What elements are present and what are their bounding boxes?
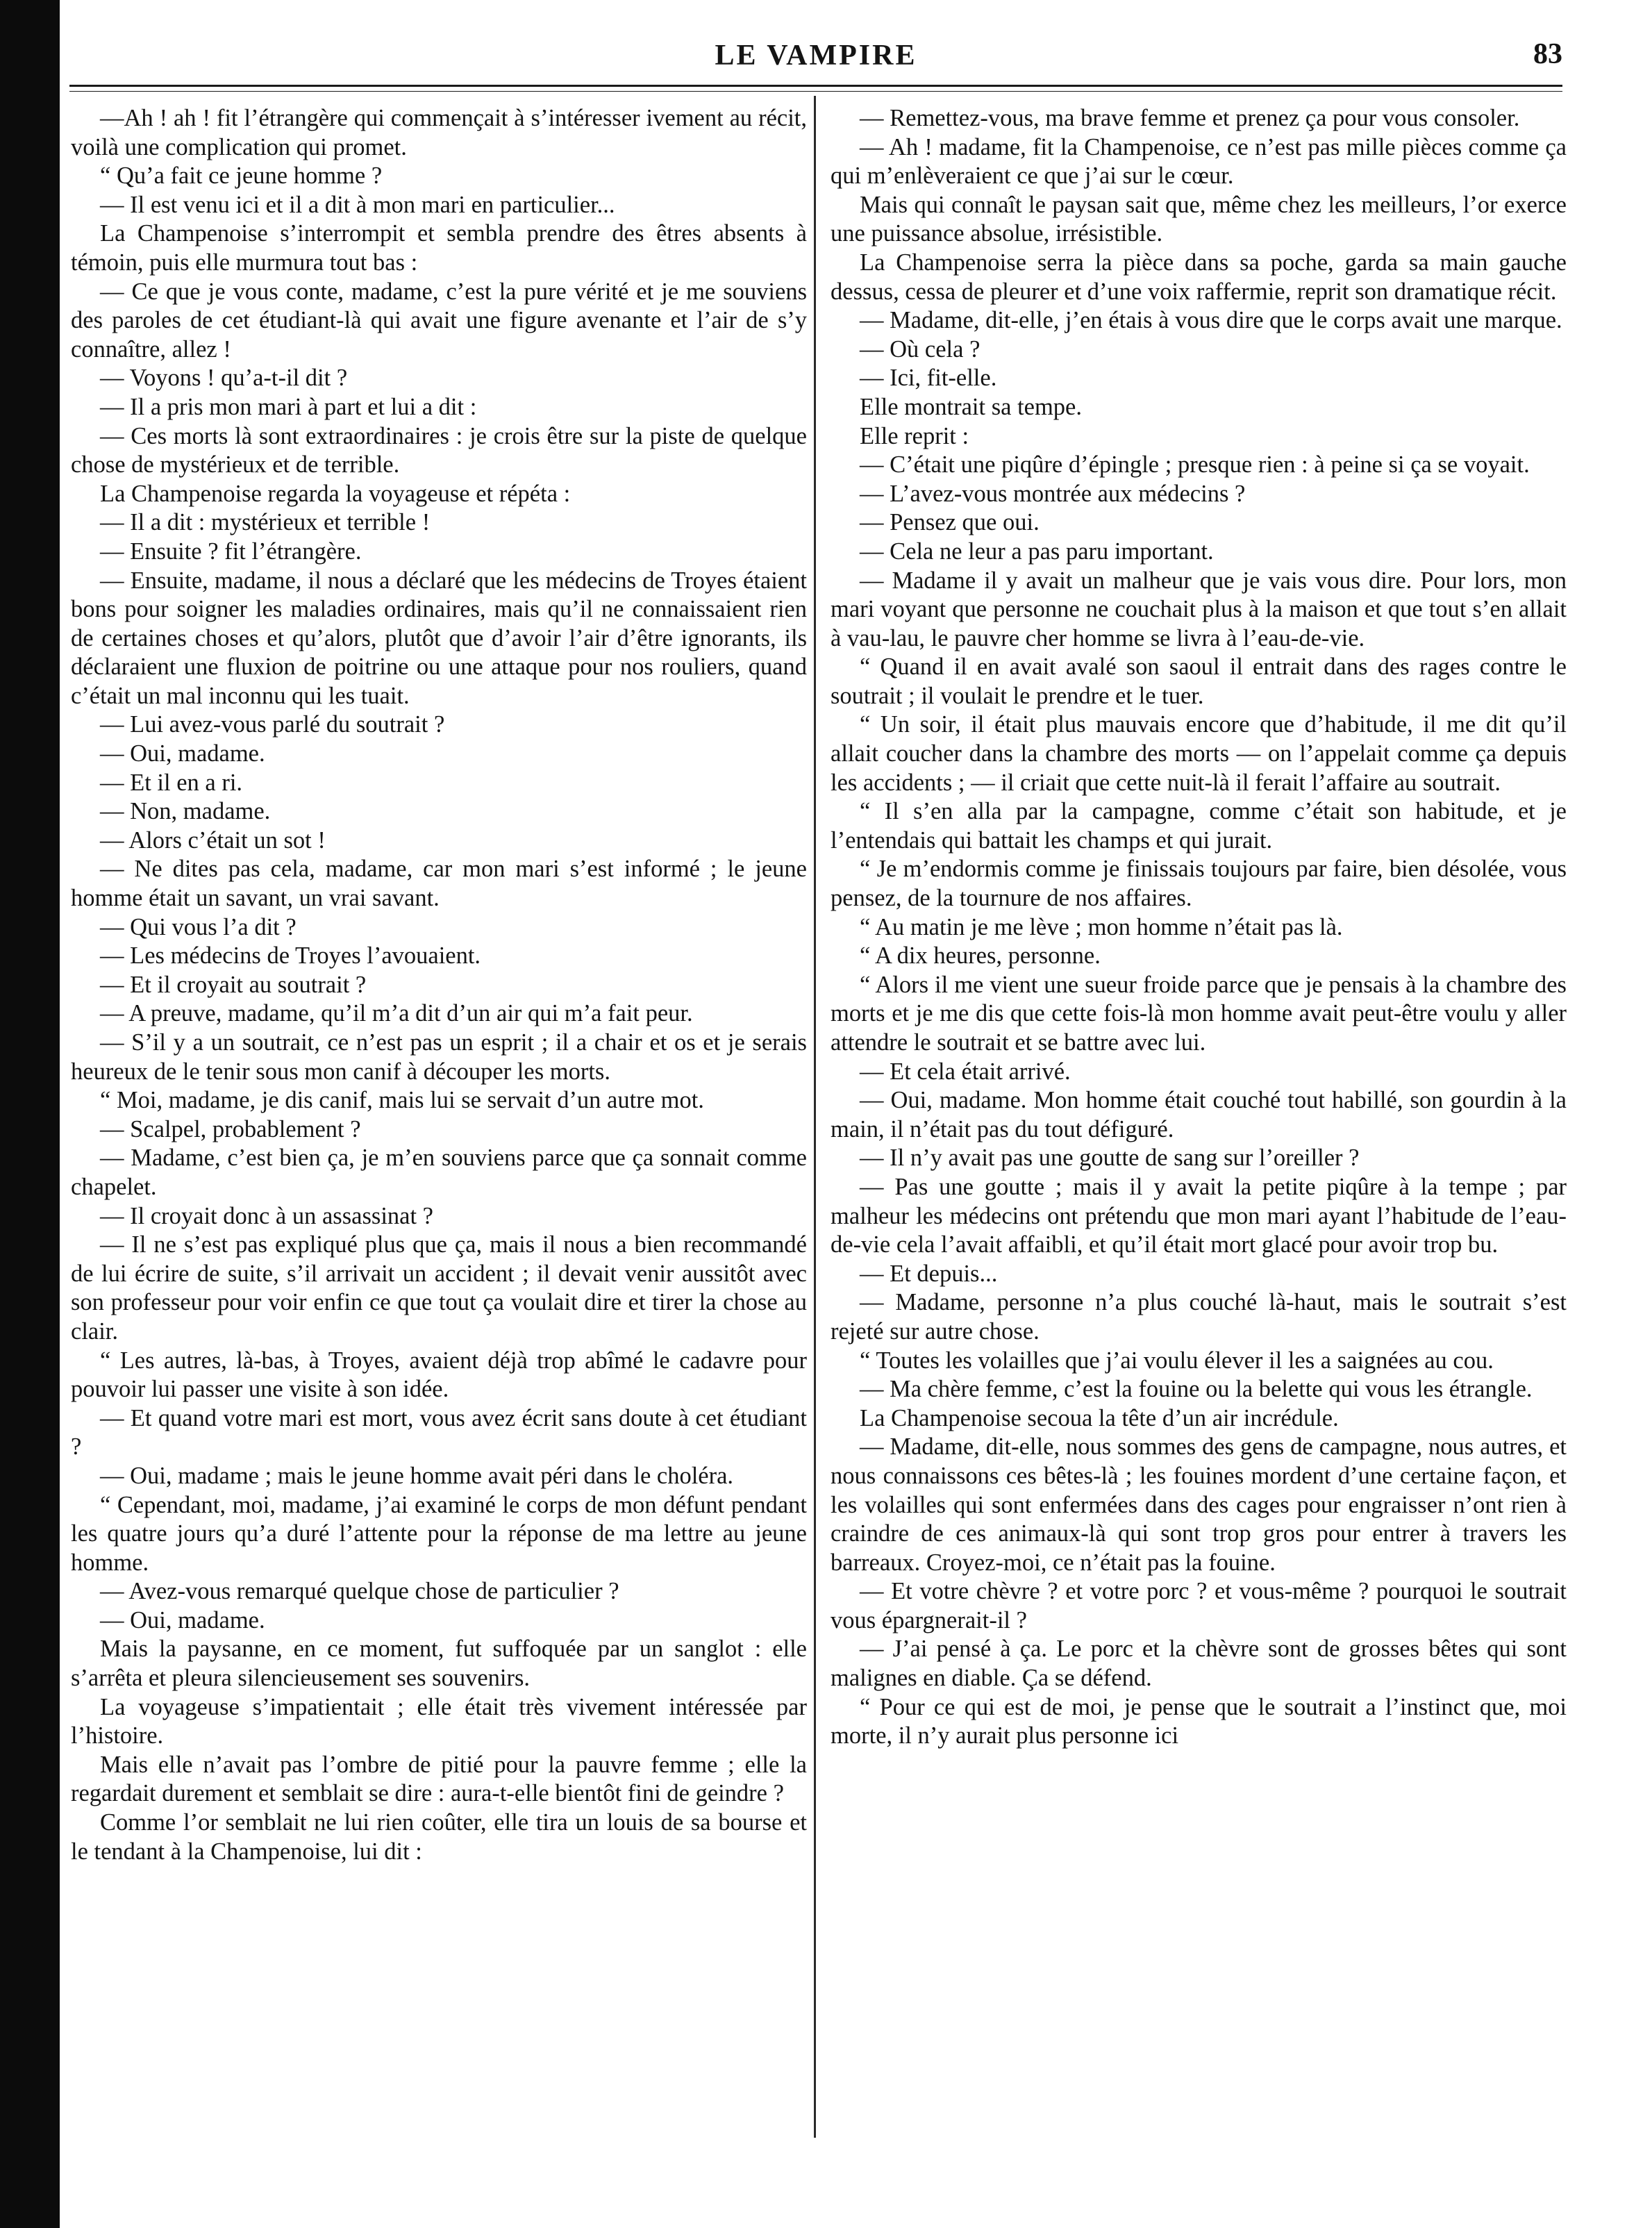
page-edge-shadow <box>0 0 60 2228</box>
paragraph: — Ensuite, madame, il nous a déclaré que les médecins de Troyes étaient bons pour soigner les maladies ordinaires, mais qu’il ne connaissaient rien de certaines choses et qu’alors, plutôt que d’avoir l’air d’être ignorants, ils déclaraient une fluxion de poitrine ou une attaque pour nos rouliers, quand c’était un mal inconnu qui les tuait. <box>71 567 807 709</box>
paragraph: “ Pour ce qui est de moi, je pense que le soutrait a l’instinct que, moi morte, il n’y aurait plus personne ici <box>831 1693 1567 1749</box>
paragraph: — Non, madame. <box>100 798 271 825</box>
paragraph: —Ah ! ah ! fit l’étrangère qui commençait à s’intéresser ivement au récit, voilà une complication qui promet. <box>71 105 807 160</box>
paragraph: — Lui avez-vous parlé du soutrait ? <box>100 711 445 738</box>
paragraph: — Qui vous l’a dit ? <box>100 913 297 940</box>
paragraph: — Ensuite ? fit l’étrangère. <box>100 538 362 565</box>
paragraph: — Les médecins de Troyes l’avouaient. <box>100 942 481 970</box>
paragraph: “ Toutes les volailles que j’ai voulu élever il les a saignées au cou. <box>860 1347 1494 1374</box>
paragraph: — Où cela ? <box>860 335 981 363</box>
paragraph: — Avez-vous remarqué quelque chose de particulier ? <box>100 1578 619 1605</box>
paragraph: — Il ne s’est pas expliqué plus que ça, mais il nous a bien recommandé de lui écrire de suite, s’il arrivait un accident ; il devait venir aussitôt avec son professeur pour voir enfin ce que tout ça voulait dire et tirer la chose au clair. <box>71 1231 807 1345</box>
paragraph: — Il n’y avait pas une goutte de sang sur l’oreiller ? <box>860 1145 1360 1172</box>
paragraph: — Remettez-vous, ma brave femme et prenez ça pour vous consoler. <box>860 105 1520 131</box>
paragraph: — Et votre chèvre ? et votre porc ? et vous-même ? pourquoi le soutrait vous épargnerait-il ? <box>831 1578 1567 1633</box>
header-rule <box>69 85 1562 87</box>
paragraph: — Madame, dit-elle, j’en étais à vous dire que le corps avait une marque. <box>860 307 1562 334</box>
paragraph: — Ce que je vous conte, madame, c’est la pure vérité et je me souviens des paroles de cet étudiant-là qui avait une figure avenante et l’air de s’y connaître, allez ! <box>71 278 807 363</box>
paragraph: — Ces morts là sont extraordinaires : je crois être sur la piste de quelque chose de mystérieux et de terrible. <box>71 422 807 479</box>
paragraph: — Alors c’était un sot ! <box>100 826 326 854</box>
paragraph: — Il est venu ici et il a dit à mon mari en particulier... <box>100 191 615 218</box>
paragraph: — Ne dites pas cela, madame, car mon mari s’est informé ; le jeune homme était un savant, un vrai savant. <box>71 856 807 912</box>
paragraph: — Voyons ! qu’a-t-il dit ? <box>100 365 348 392</box>
page-number: 83 <box>1533 38 1562 70</box>
paragraph: “ Je m’endormis comme je finissais toujours par faire, bien désolée, vous pensez, de la tournure de nos affaires. <box>831 856 1567 912</box>
paragraph: “ Qu’a fait ce jeune homme ? <box>100 163 383 190</box>
paragraph: — Et il en a ri. <box>100 769 243 796</box>
paragraph: — Madame, c’est bien ça, je m’en souviens parce que ça sonnait comme chapelet. <box>71 1145 807 1200</box>
paragraph: — Et depuis... <box>860 1260 998 1287</box>
paragraph: — A preuve, madame, qu’il m’a dit d’un air qui m’a fait peur. <box>100 1000 693 1027</box>
paragraph: — C’était une piqûre d’épingle ; presque rien : à peine si ça se voyait. <box>860 451 1530 479</box>
paragraph: — Scalpel, probablement ? <box>100 1115 361 1142</box>
paragraph: “ Cependant, moi, madame, j’ai examiné le corps de mon défunt pendant les quatre jours qu’a duré l’attente pour la réponse de ma lettre au jeune homme. <box>71 1491 807 1576</box>
paragraph: “ Les autres, là-bas, à Troyes, avaient déjà trop abîmé le cadavre pour pouvoir lui passer une visite à son idée. <box>71 1347 807 1403</box>
paragraph: “ A dix heures, personne. <box>860 942 1101 970</box>
paragraph: La voyageuse s’impatientait ; elle était très vivement intéressée par l’histoire. <box>71 1693 807 1749</box>
paragraph: Mais elle n’avait pas l’ombre de pitié pour la pauvre femme ; elle la regardait durement et semblait se dire : aura-t-elle bientôt fini de geindre ? <box>71 1751 807 1807</box>
paragraph: “ Un soir, il était plus mauvais encore que d’habitude, il me dit qu’il allait coucher dans la chambre des morts — on l’appelait comme ça depuis les accidents ; — il criait que cette nuit-là il ferait l’affaire au soutrait. <box>831 711 1567 796</box>
column-divider <box>814 96 816 2138</box>
paragraph: Mais qui connaît le paysan sait que, même chez les meilleurs, l’or exerce une puissance absolue, irrésistible. <box>831 191 1567 247</box>
paragraph: “ Moi, madame, je dis canif, mais lui se servait d’un autre mot. <box>100 1087 704 1114</box>
paragraph: — Oui, madame. <box>100 1606 265 1633</box>
paragraph: — Pas une goutte ; mais il y avait la petite piqûre à la tempe ; par malheur les médecins ont prétendu que mon mari ayant l’habitude de l’eau-de-vie cela l’avait affaibli, et qu’il était mort glacé pour avoir trop bu. <box>831 1173 1567 1258</box>
paragraph: “ Il s’en alla par la campagne, comme c’était son habitude, et je l’entendais qui battait les champs et qui jurait. <box>831 798 1567 854</box>
paragraph: — Madame, personne n’a plus couché là-haut, mais le soutrait s’est rejeté sur autre chose. <box>831 1289 1567 1345</box>
page-header <box>69 35 1562 83</box>
paragraph: “ Quand il en avait avalé son saoul il entrait dans des rages contre le soutrait ; il voulait le prendre et le tuer. <box>831 654 1567 709</box>
paragraph: — Madame, dit-elle, nous sommes des gens de campagne, nous autres, et nous connaissons ces bêtes-là ; les fouines mordent d’une certaine façon, et les volailles qui sont enfermées dans des cages pour engraisser n’ont rien à craindre de ces animaux-là qui sont trop gros pour entrer à travers les barreaux. Croyez-moi, ce n’était pas la fouine. <box>831 1433 1567 1576</box>
paragraph: “ Alors il me vient une sueur froide parce que je pensais à la chambre des morts et je me dis que cette fois-là mon homme avait peut-être voulu y aller attendre le soutrait et se battre avec lui. <box>831 971 1567 1056</box>
paragraph: — Oui, madame. <box>100 740 265 767</box>
paragraph: Comme l’or semblait ne lui rien coûter, elle tira un louis de sa bourse et le tendant à la Champenoise, lui dit : <box>71 1809 807 1865</box>
header-rule-thin <box>69 91 1562 92</box>
paragraph: Mais la paysanne, en ce moment, fut suffoquée par un sanglot : elle s’arrêta et pleura silencieusement ses souvenirs. <box>71 1636 807 1692</box>
paragraph: “ Au matin je me lève ; mon homme n’était pas là. <box>860 913 1343 940</box>
paragraph: Elle montrait sa tempe. <box>860 393 1082 420</box>
paragraph: — Oui, madame ; mais le jeune homme avait péri dans le choléra. <box>100 1462 734 1489</box>
paragraph: — Il a dit : mystérieux et terrible ! <box>100 509 431 536</box>
paragraph: — L’avez-vous montrée aux médecins ? <box>860 480 1246 507</box>
paragraph: — Ma chère femme, c’est la fouine ou la belette qui vous les étrangle. <box>860 1376 1533 1403</box>
paragraph: — Ah ! madame, fit la Champenoise, ce n’est pas mille pièces comme ça qui m’enlèveraient ce que j’ai sur le cœur. <box>831 133 1567 190</box>
paragraph: — Pensez que oui. <box>860 509 1040 536</box>
paragraph: — Oui, madame. Mon homme était couché tout habillé, son gourdin à la main, il n’était pas du tout défiguré. <box>831 1087 1567 1142</box>
paragraph: La Champenoise secoua la tête d’un air incrédule. <box>860 1404 1339 1431</box>
paragraph: — Et cela était arrivé. <box>860 1058 1071 1085</box>
left-column <box>71 104 807 2160</box>
running-title: LE VAMPIRE <box>715 40 917 72</box>
paragraph: — Et il croyait au soutrait ? <box>100 971 367 998</box>
paragraph: Elle reprit : <box>860 422 969 449</box>
paragraph: — Ici, fit-elle. <box>860 365 997 392</box>
paragraph: La Champenoise serra la pièce dans sa poche, garda sa main gauche dessus, cessa de pleurer et d’une voix raffermie, reprit son dramatique récit. <box>831 249 1567 305</box>
paragraph: — Madame il y avait un malheur que je vais vous dire. Pour lors, mon mari voyant que personne ne couchait plus à la maison et que tout s’en allait à vau-lau, le pauvre cher homme se livra à l’eau-de-vie. <box>831 567 1567 651</box>
paragraph: La Champenoise regarda la voyageuse et répéta : <box>100 480 571 507</box>
paragraph: — Il a pris mon mari à part et lui a dit : <box>100 393 477 420</box>
paragraph: — J’ai pensé à ça. Le porc et la chèvre sont de grosses bêtes qui sont malignes en diable. Ça se défend. <box>831 1636 1567 1692</box>
paragraph: La Champenoise s’interrompit et sembla prendre des êtres absents à témoin, puis elle murmura tout bas : <box>71 220 807 276</box>
right-column <box>831 104 1567 2160</box>
paragraph: — Cela ne leur a pas paru important. <box>860 538 1214 565</box>
paragraph: — S’il y a un soutrait, ce n’est pas un esprit ; il a chair et os et je serais heureux de le tenir sous mon canif à découper les morts. <box>71 1029 807 1085</box>
paragraph: — Il croyait donc à un assassinat ? <box>100 1202 433 1229</box>
paragraph: — Et quand votre mari est mort, vous avez écrit sans doute à cet étudiant ? <box>71 1404 807 1461</box>
